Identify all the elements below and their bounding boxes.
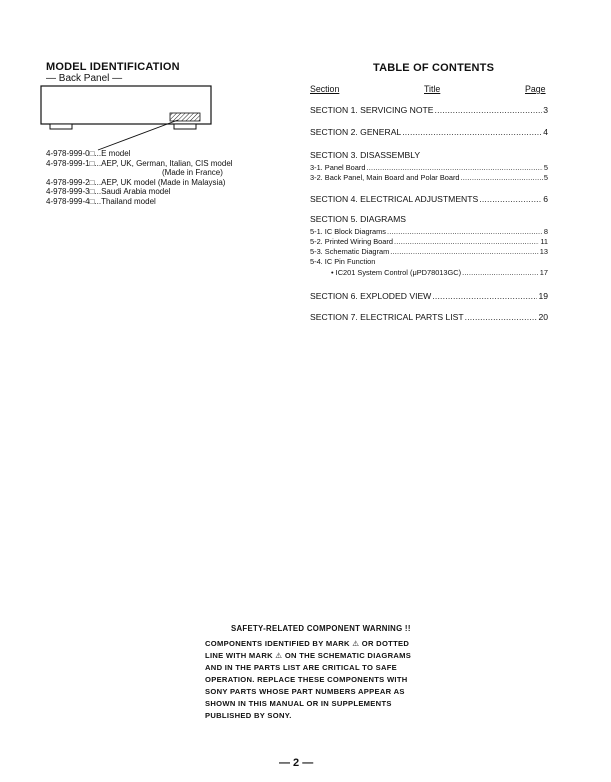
toc-entry-section-4: SECTION 4. ELECTRICAL ADJUSTMENTS ..... 6 [310,194,548,204]
safety-warning-line: PUBLISHED BY SONY. [205,711,292,720]
safety-warning-line: COMPONENTS IDENTIFIED BY MARK ⚠ OR DOTTED [205,639,410,648]
toc-entry-section-1: SECTION 1. SERVICING NOTE ..... 3 [310,105,548,115]
model-list [46,149,233,206]
toc-title: TABLE OF CONTENTS [373,62,495,74]
model-row: 4-978-999-1□...AEP, UK, German, Italian, CIS model [46,158,233,168]
toc-entry-5-2: 5-2. Printed Wiring Board ..... 11 [310,237,548,246]
toc-entry-section-5: SECTION 5. DIAGRAMS [310,214,406,224]
toc-col-title: Title [424,84,441,94]
safety-warning-line: OPERATION. REPLACE THESE COMPONENTS WITH [205,675,408,684]
model-identification-subtitle: — Back Panel — [46,73,123,84]
toc-entry-5-1: 5-1. IC Block Diagrams ..... 8 [310,227,548,236]
toc-col-section: Section [310,84,340,94]
safety-warning-title: SAFETY-RELATED COMPONENT WARNING !! [231,624,411,633]
toc-entry-5-4: 5-4. IC Pin Function [310,257,376,266]
back-panel-diagram [40,84,220,154]
model-row: 4-978-999-4□...Thailand model [46,196,156,206]
page-number: — 2 — [279,757,314,769]
model-row: (Made in France) [162,168,223,177]
toc-entry-5-4-ic201: • IC201 System Control (μPD78013GC) ..... 17 [331,268,548,277]
toc-entry-3-2: 3-2. Back Panel, Main Board and Polar Board ..... 5 [310,173,548,182]
toc-entry-5-3: 5-3. Schematic Diagram ..... 13 [310,247,548,256]
toc-entry-section-6: SECTION 6. EXPLODED VIEW ..... 19 [310,291,548,301]
safety-warning-line: SHOWN IN THIS MANUAL OR IN SUPPLEMENTS [205,699,392,708]
model-identification-title: MODEL IDENTIFICATION [46,61,180,73]
model-row: 4-978-999-3□...Saudi Arabia model [46,187,171,196]
safety-warning-line: SONY PARTS WHOSE PART NUMBERS APPEAR AS [205,687,405,696]
model-row: 4-978-999-2□...AEP, UK model (Made in Malaysia) [46,177,226,187]
toc-entry-section-2: SECTION 2. GENERAL ..... 4 [310,127,548,137]
toc-entry-section-7: SECTION 7. ELECTRICAL PARTS LIST ..... 20 [310,312,548,322]
safety-warning-line: AND IN THE PARTS LIST ARE CRITICAL TO SAFE [205,663,398,672]
toc-col-page: Page [525,84,546,94]
safety-warning-line: LINE WITH MARK ⚠ ON THE SCHEMATIC DIAGRAMS [205,651,412,660]
toc-entry-section-3: SECTION 3. DISASSEMBLY [310,150,421,160]
toc-entry-3-1: 3-1. Panel Board ..... 5 [310,163,548,172]
model-row: 4-978-999-0□...E model [46,149,131,158]
